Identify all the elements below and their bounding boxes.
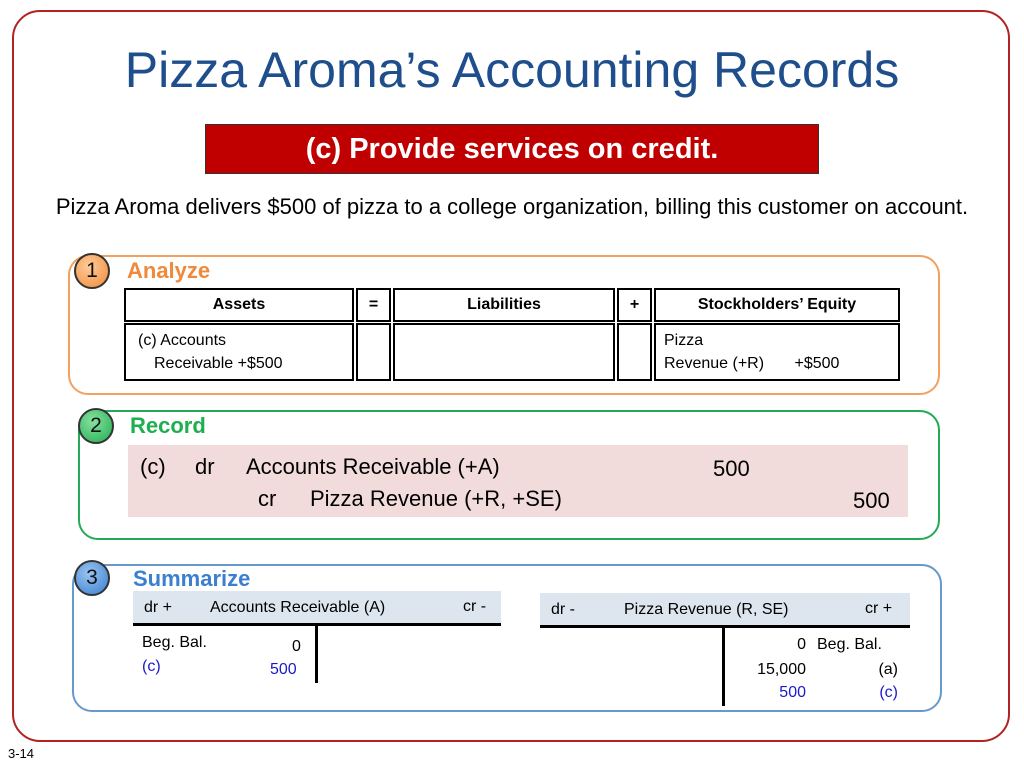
revenue-row3-value: 500 [779,684,806,701]
step-1-badge: 1 [74,253,110,289]
assets-header: Assets [124,288,354,322]
slide-title: Pizza Aroma’s Accounting Records [124,42,900,98]
transaction-banner: (c) Provide services on credit. [205,124,819,174]
record-label: Record [130,413,206,438]
assets-cell [124,323,354,381]
journal-ref: (c) [140,454,166,479]
analyze-label: Analyze [127,258,211,283]
receivable-t-vertical [315,626,318,683]
revenue-row1-value: 0 [797,636,806,653]
equity-line-2 [664,352,890,375]
revenue-row3-label: (c) [879,684,898,701]
revenue-right-sign: cr + [865,600,893,617]
assets-line-1: (c) Accounts [138,332,227,349]
receivable-row1-value: 0 [292,638,301,655]
journal-debit-amount: 500 [713,456,750,481]
revenue-account-name: Pizza Revenue (R, SE) [624,601,789,618]
journal-debit-account: Accounts Receivable (+A) [246,454,500,479]
liabilities-cell [393,323,615,381]
summarize-label: Summarize [133,566,251,591]
receivable-row2-value: 500 [270,661,297,678]
liabilities-header: Liabilities [393,288,615,322]
equity-header: Stockholders’ Equity [654,288,900,322]
journal-credit-tag: cr [258,486,277,511]
journal-credit-account: Pizza Revenue (+R, +SE) [310,486,562,511]
plus-sign: + [617,288,652,322]
journal-debit-tag: dr [195,454,215,479]
receivable-account-name: Accounts Receivable (A) [210,599,386,616]
journal-credit-amount: 500 [853,488,890,513]
equity-line-2-label: Revenue (+R) [664,355,765,372]
receivable-row1-label: Beg. Bal. [142,634,207,651]
transaction-description: Pizza Aroma delivers $500 of pizza to a college organization, billing this customer on account. [55,194,969,219]
revenue-row2-label: (a) [878,661,898,678]
receivable-right-sign: cr - [463,598,487,615]
revenue-t-horizontal [540,625,910,628]
assets-line-2: Receivable +$500 [154,355,283,372]
slide-number: 3-14 [8,746,35,761]
step-2-badge: 2 [78,408,114,444]
revenue-row2-value: 15,000 [757,661,806,678]
revenue-left-sign: dr - [551,601,575,618]
equity-cell [654,323,900,381]
equals-cell [356,323,391,381]
revenue-t-vertical [722,628,725,706]
equity-line-2-value: +$500 [794,355,840,372]
receivable-row2-label: (c) [142,658,161,675]
receivable-left-sign: dr + [144,599,173,616]
plus-cell [617,323,652,381]
step-3-badge: 3 [74,560,110,596]
revenue-row1-label: Beg. Bal. [817,636,882,653]
equals-sign: = [356,288,391,322]
equity-line-1: Pizza [664,332,704,349]
